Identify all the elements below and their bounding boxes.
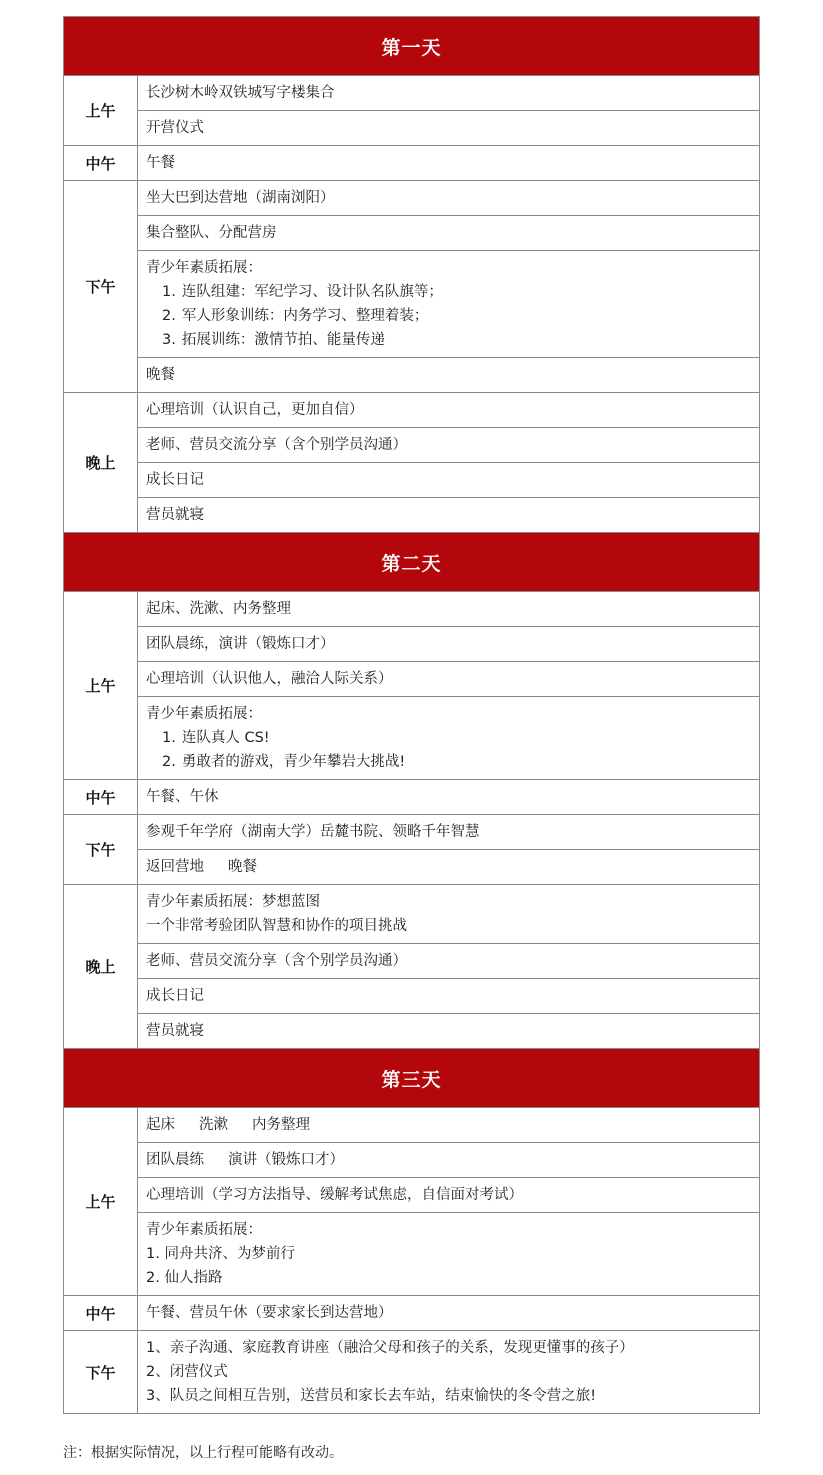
activity-row (64, 463, 760, 498)
activity-line (146, 1148, 751, 1172)
period-label: 晚上 (64, 885, 138, 1049)
activity-line: 心理培训（学习方法指导、缓解考试焦虑，自信面对考试） (146, 1187, 523, 1203)
activity-row (64, 1296, 760, 1331)
activity-cell (138, 358, 760, 393)
period-label: 中午 (64, 146, 138, 181)
numbered-item (146, 328, 751, 352)
period-label: 下午 (64, 815, 138, 885)
activity-line: 起床、洗漱、内务整理 (146, 601, 291, 617)
activity-line: 老师、营员交流分享（含个别学员沟通） (146, 437, 407, 453)
activity-row (64, 498, 760, 533)
item-number: 1. (162, 730, 176, 746)
activity-row (64, 76, 760, 111)
activity-row (64, 979, 760, 1014)
numbered-item (146, 280, 751, 304)
activity-line: 晚餐 (146, 367, 175, 383)
activity-line: 2. 仙人指路 (146, 1270, 223, 1286)
activity-cell (138, 251, 760, 358)
activity-row (64, 850, 760, 885)
activity-row (64, 111, 760, 146)
period-label: 晚上 (64, 393, 138, 533)
day-title: 第一天 (64, 17, 760, 76)
activity-line: 青少年素质拓展： (146, 1222, 262, 1238)
activity-segment: 内务整理 (252, 1117, 310, 1133)
activity-row (64, 627, 760, 662)
activity-cell (138, 1296, 760, 1331)
schedule-table (63, 16, 760, 1414)
activity-row (64, 1014, 760, 1049)
activity-line (146, 1113, 751, 1137)
activity-row (64, 1331, 760, 1414)
period-label: 下午 (64, 181, 138, 393)
activity-line: 集合整队、分配营房 (146, 225, 277, 241)
numbered-item (146, 304, 751, 328)
activity-row (64, 251, 760, 358)
item-text: 拓展训练：激情节拍、能量传递 (181, 332, 385, 348)
item-text: 勇敢者的游戏，青少年攀岩大挑战! (181, 754, 406, 770)
activity-segment: 演讲（锻炼口才） (228, 1152, 344, 1168)
activity-line: 团队晨练，演讲（锻炼口才） (146, 636, 335, 652)
activity-cell (138, 815, 760, 850)
activity-row (64, 780, 760, 815)
period-label: 上午 (64, 1108, 138, 1296)
activity-cell (138, 216, 760, 251)
numbered-item (146, 726, 751, 750)
activity-row (64, 181, 760, 216)
activity-row (64, 662, 760, 697)
activity-cell (138, 697, 760, 780)
activity-line: 开营仪式 (146, 120, 204, 136)
activity-cell (138, 1143, 760, 1178)
activity-line (146, 855, 751, 879)
activity-line: 午餐、午休 (146, 789, 219, 805)
activity-segment: 团队晨练 (146, 1152, 204, 1168)
activity-line: 午餐 (146, 155, 175, 171)
activity-row (64, 885, 760, 944)
activity-cell (138, 76, 760, 111)
activity-row (64, 393, 760, 428)
activity-row (64, 1108, 760, 1143)
activity-cell (138, 850, 760, 885)
period-label: 上午 (64, 76, 138, 146)
activity-cell (138, 592, 760, 627)
activity-cell (138, 1014, 760, 1049)
activity-cell (138, 428, 760, 463)
activity-cell (138, 1178, 760, 1213)
activity-cell (138, 627, 760, 662)
activity-line: 营员就寝 (146, 1023, 204, 1039)
activity-line: 一个非常考验团队智慧和协作的项目挑战 (146, 918, 407, 934)
item-number: 2. (162, 754, 176, 770)
period-label: 下午 (64, 1331, 138, 1414)
activity-segment: 洗漱 (199, 1117, 228, 1133)
activity-row (64, 944, 760, 979)
activity-row (64, 1213, 760, 1296)
activity-line: 午餐、营员午休（要求家长到达营地） (146, 1305, 393, 1321)
activity-row (64, 358, 760, 393)
activity-segment: 晚餐 (228, 859, 257, 875)
activity-cell (138, 1331, 760, 1414)
activity-row (64, 592, 760, 627)
item-number: 1. (162, 284, 176, 300)
activity-row (64, 1178, 760, 1213)
activity-line: 成长日记 (146, 988, 204, 1004)
activity-row (64, 697, 760, 780)
day-title: 第二天 (64, 533, 760, 592)
activity-segment: 返回营地 (146, 859, 204, 875)
item-text: 连队组建：军纪学习、设计队名队旗等； (181, 284, 443, 300)
footnote: 注：根据实际情况，以上行程可能略有改动。 (63, 1445, 343, 1461)
activity-cell (138, 111, 760, 146)
activity-cell (138, 463, 760, 498)
activity-line: 1、亲子沟通、家庭教育讲座（融洽父母和孩子的关系，发现更懂事的孩子） (146, 1340, 634, 1356)
activity-segment: 起床 (146, 1117, 175, 1133)
activity-line: 1. 同舟共济、为梦前行 (146, 1246, 295, 1262)
activity-cell (138, 979, 760, 1014)
activity-row (64, 428, 760, 463)
item-text: 军人形象训练：内务学习、整理着装； (181, 308, 429, 324)
activity-row (64, 1143, 760, 1178)
activity-cell (138, 181, 760, 216)
activity-line: 心理培训（认识自己，更加自信） (146, 402, 364, 418)
activity-cell (138, 885, 760, 944)
activity-line: 长沙树木岭双铁城写字楼集合 (146, 85, 335, 101)
activity-line: 心理培训（认识他人，融洽人际关系） (146, 671, 393, 687)
period-label: 上午 (64, 592, 138, 780)
activity-cell (138, 780, 760, 815)
activity-row (64, 815, 760, 850)
activity-line: 青少年素质拓展： (146, 706, 262, 722)
activity-row (64, 146, 760, 181)
activity-line: 营员就寝 (146, 507, 204, 523)
activity-cell (138, 498, 760, 533)
item-number: 3. (162, 332, 176, 348)
activity-line: 青少年素质拓展：梦想蓝图 (146, 894, 320, 910)
period-label: 中午 (64, 1296, 138, 1331)
activity-cell (138, 393, 760, 428)
activity-line: 3、队员之间相互告别，送营员和家长去车站，结束愉快的冬令营之旅! (146, 1388, 597, 1404)
day-header-row (64, 1049, 760, 1108)
activity-line: 青少年素质拓展： (146, 260, 262, 276)
item-number: 2. (162, 308, 176, 324)
activity-cell (138, 1108, 760, 1143)
numbered-item (146, 750, 751, 774)
activity-line: 老师、营员交流分享（含个别学员沟通） (146, 953, 407, 969)
activity-cell (138, 1213, 760, 1296)
item-text: 连队真人 CS! (181, 730, 270, 746)
day-header-row (64, 17, 760, 76)
activity-row (64, 216, 760, 251)
activity-line: 2、闭营仪式 (146, 1364, 228, 1380)
activity-cell (138, 944, 760, 979)
day-header-row (64, 533, 760, 592)
activity-line: 成长日记 (146, 472, 204, 488)
period-label: 中午 (64, 780, 138, 815)
activity-cell (138, 662, 760, 697)
schedule-page (63, 16, 760, 1414)
activity-line: 坐大巴到达营地（湖南浏阳） (146, 190, 335, 206)
activity-line: 参观千年学府（湖南大学）岳麓书院、领略千年智慧 (146, 824, 480, 840)
activity-cell (138, 146, 760, 181)
day-title: 第三天 (64, 1049, 760, 1108)
